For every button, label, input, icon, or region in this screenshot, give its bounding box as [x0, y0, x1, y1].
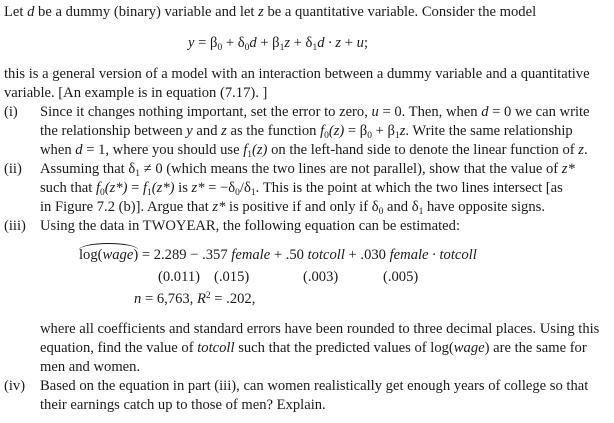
part-i-label: (i) — [4, 104, 18, 120]
sample-stats: n = 6,763, $R^2 = .202$, — [134, 291, 256, 307]
part-iii-line-3: equation, find the value of totcoll such that the predicted values of log(wage) are the same for — [40, 340, 587, 356]
intro-line-3: variable. [An example is in equation (7.17). ] — [4, 85, 268, 101]
se-3: (.005) — [383, 269, 419, 285]
part-i-line-1: Since it changes nothing important, set the error to zero, u = 0. Then, when d = 0 we can write — [40, 104, 590, 120]
log-wage-hat: log(wage) — [79, 247, 139, 263]
part-iii-label: (iii) — [4, 218, 26, 234]
part-iv-line-2: their earnings catch up to those of men? Explain. — [40, 397, 326, 413]
part-iv-line-1: Based on the equation in part (iii), can women realistically get enough years of college so that — [40, 378, 589, 394]
model-equation: $y = \beta_0 + \delta_0d + \beta_1z + \delta_1d \cdot z + u$; — [188, 35, 368, 53]
part-iv-label: (iv) — [4, 378, 26, 394]
part-ii-label: (ii) — [4, 161, 22, 177]
intro-line-1: Let d be a dummy (binary) variable and let z be a quantitative variable. Consider the model — [4, 4, 537, 20]
part-iii-line-2: where all coefficients and standard errors have been rounded to three decimal places. Using this — [40, 321, 600, 337]
se-2: (.003) — [303, 269, 339, 285]
part-iii-line-1: Using the data in TWOYEAR, the following equation can be estimated: — [40, 218, 461, 234]
part-i-line-3: when d = 1, where you should use $f_1(z)$ on the left-hand side to denote the linear function of z. — [40, 142, 588, 160]
part-i-line-2: the relationship between y and z as the function $f_0(z) = \beta_0 + \beta_1z$. Write the same relationship — [40, 123, 573, 141]
part-ii-line-3: in Figure 7.2 (b)]. Argue that z* is positive if and only if $\delta_0$ and $\delta_1$ have opposite signs. — [40, 199, 545, 217]
estimated-equation: log(wage) = 2.289 − .357 female + .50 totcoll + .030 female · totcoll — [79, 247, 477, 263]
part-iii-line-4: men and women. — [40, 359, 141, 375]
se-1: (.015) — [214, 269, 250, 285]
part-ii-line-1: Assuming that $\delta_1 \ne 0$ (which means the two lines are not parallel), show that the value of z* — [40, 161, 575, 179]
se-0: (0.011) — [158, 269, 201, 285]
intro-line-2: this is a general version of a model with an interaction between a dummy variable and a quantitative — [4, 66, 590, 82]
part-ii-line-2: such that $f_0(z*) = f_1(z*)$ is $z* = -\delta_0/\delta_1$. This is the point at which the two lines intersect [as — [40, 180, 563, 198]
